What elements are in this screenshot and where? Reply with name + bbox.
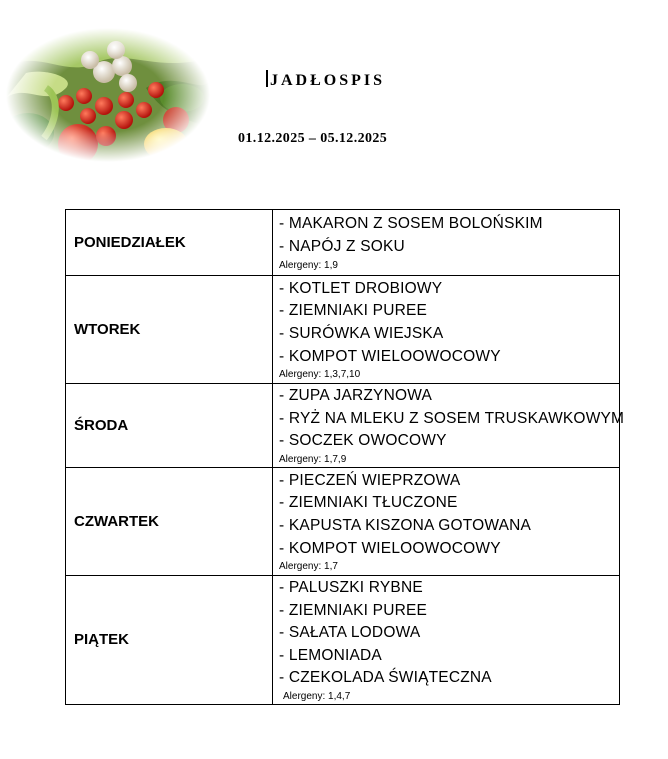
table-row — [66, 384, 620, 468]
day-name: WTOREK — [66, 276, 273, 384]
dishes-cell — [273, 384, 625, 468]
table-row — [66, 276, 620, 384]
dish-item: - KOMPOT WIELOOWOCOWY — [279, 347, 501, 365]
allergens-note: Alergeny: 1,7 — [279, 561, 338, 573]
table-row — [66, 210, 620, 276]
day-name: ŚRODA — [66, 384, 273, 468]
menu-table — [65, 209, 625, 705]
date-range: 01.12.2025 – 05.12.2025 — [238, 131, 388, 146]
dish-item: - KAPUSTA KISZONA GOTOWANA — [279, 517, 532, 534]
dishes-cell — [273, 576, 620, 705]
day-name: PIĄTEK — [66, 576, 273, 705]
allergens-note: Alergeny: 1,3,7,10 — [279, 369, 361, 381]
dish-item: - ZIEMNIAKI TŁUCZONE — [279, 494, 458, 512]
dish-item: - KOTLET DROBIOWY — [279, 279, 443, 297]
dish-item: - NAPÓJ Z SOKU — [279, 238, 405, 255]
allergens-note: Alergeny: 1,4,7 — [283, 690, 351, 702]
page-title — [266, 70, 385, 90]
dishes-cell — [273, 210, 620, 276]
title-text: JADŁOSPIS — [270, 72, 386, 89]
dishes-cell — [273, 276, 620, 384]
allergens-note: Alergeny: 1,9 — [279, 259, 338, 271]
vegetables-image — [6, 28, 210, 162]
table-row — [66, 576, 620, 705]
dish-item: - PALUSZKI RYBNE — [279, 579, 423, 596]
dish-item: - KOMPOT WIELOOWOCOWY — [279, 539, 501, 557]
table-row — [66, 468, 620, 576]
dish-item: - SURÓWKA WIEJSKA — [279, 325, 444, 342]
dish-item: - PIECZEŃ WIEPRZOWA — [279, 471, 461, 489]
dish-item: - SAŁATA LODOWA — [279, 624, 421, 642]
dish-item: - ZIEMNIAKI PUREE — [279, 601, 428, 619]
day-name: CZWARTEK — [66, 468, 273, 576]
dish-item: - SOCZEK OWOCOWY — [279, 432, 447, 450]
dish-item: - MAKARON Z SOSEM BOLOŃSKIM — [279, 215, 543, 233]
dish-item: - ZIEMNIAKI PUREE — [279, 302, 428, 320]
dish-item: - LEMONIADA — [279, 646, 382, 664]
dish-item: - ZUPA JARZYNOWA — [279, 387, 433, 405]
dish-item: - CZEKOLADA ŚWIĄTECZNA — [279, 669, 492, 687]
text-cursor — [266, 70, 268, 87]
day-name: PONIEDZIAŁEK — [66, 210, 273, 276]
dish-item: - RYŻ NA MLEKU Z SOSEM TRUSKAWKOWYM — [279, 409, 625, 427]
dishes-cell — [273, 468, 620, 576]
allergens-note: Alergeny: 1,7,9 — [279, 453, 347, 465]
